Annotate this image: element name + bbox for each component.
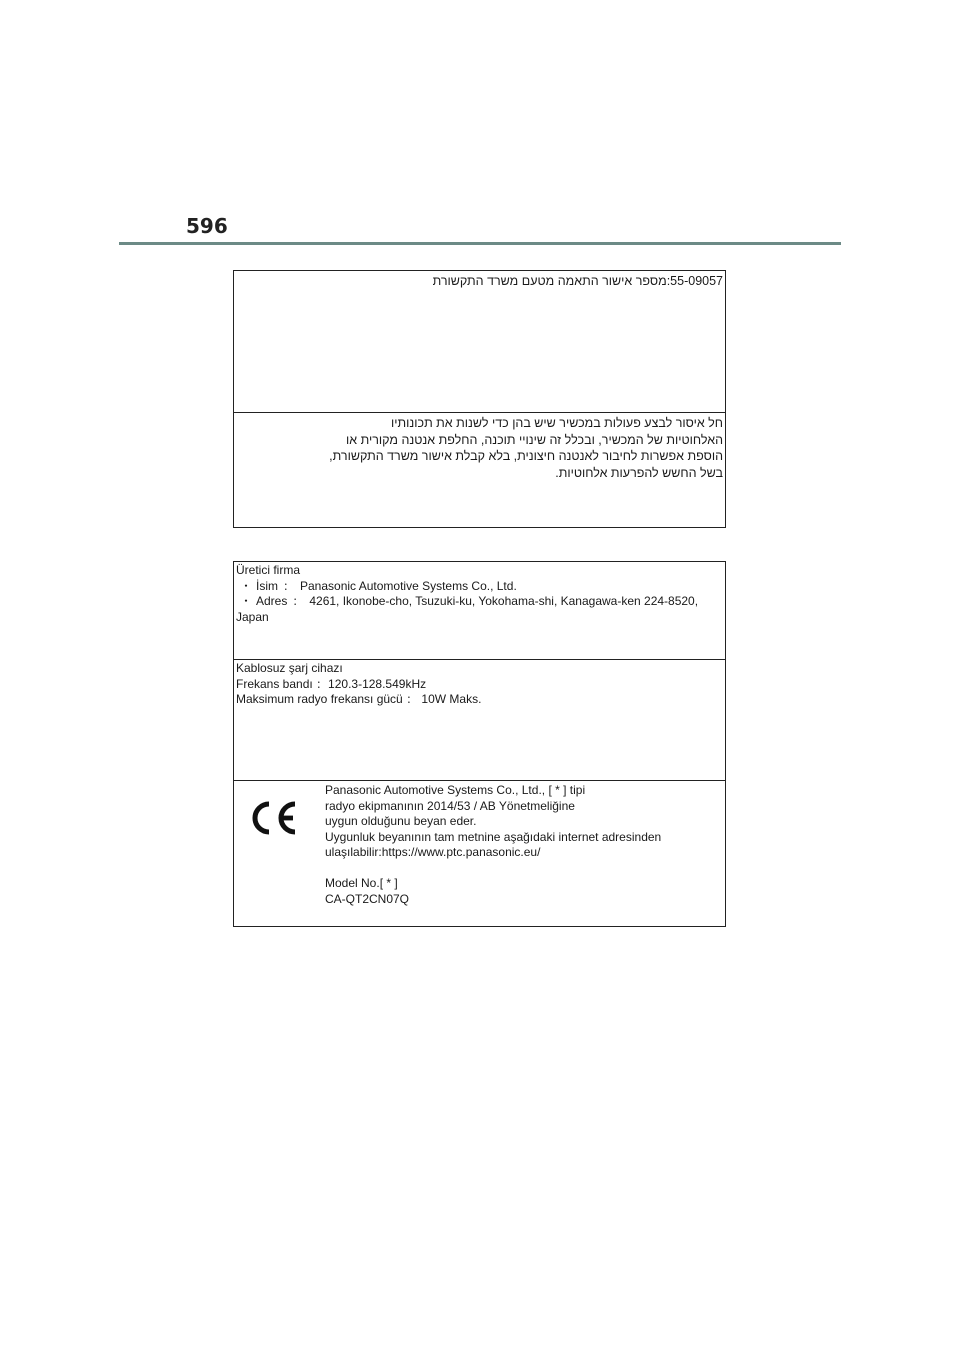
- declaration-line: radyo ekipmanının 2014/53 / AB Yönetmeliğine: [325, 798, 575, 813]
- modification-warning-cell: [234, 413, 725, 527]
- address-label: Adres: [256, 594, 288, 608]
- warning-line: האלחוטיות של המכשיר, ובכלל זה שינויי תוכנה, החלפת אנטנה מקורית או: [346, 432, 723, 447]
- warning-line: חל איסור לבצע פעולות במכשיר שיש בהן כדי לשנות את תכונותיו: [391, 416, 723, 430]
- spacer: [325, 861, 661, 877]
- device-cell: [234, 660, 725, 781]
- manufacturer-heading: Üretici firma: [236, 563, 301, 577]
- model-value: CA-QT2CN07Q: [325, 891, 410, 906]
- frequency-band: Frekans bandı ：120.3-128.549kHz: [236, 676, 427, 691]
- address-value: 4261, Ikonobe-cho, Tsuzuki-ku, Yokohama-shi, Kanagawa-ken 224-8520,: [309, 594, 699, 608]
- manufacturer-name-row: [236, 579, 723, 595]
- address-continuation: Japan: [236, 609, 269, 624]
- page-number: 596: [186, 214, 228, 238]
- max-rf-power: Maksimum radyo frekansı gücü ： 10W Maks.: [236, 692, 482, 706]
- declaration-line: Panasonic Automotive Systems Co., Ltd., [ * ] tipi: [325, 783, 586, 797]
- declaration-cell: [234, 781, 725, 926]
- warning-line: בשל החשש להפרעות אלחוטיות.: [555, 465, 723, 480]
- manufacturer-address-row: [236, 594, 723, 610]
- name-value: Panasonic Automotive Systems Co., Ltd.: [300, 578, 517, 593]
- header-rule: [119, 242, 841, 245]
- declaration-text: [325, 783, 661, 907]
- manufacturer-cell: [234, 562, 725, 660]
- hebrew-approval-box: [233, 270, 726, 528]
- approval-number-cell: [234, 271, 725, 413]
- declaration-line: Uygunluk beyanının tam metnine aşağıdaki internet adresinden: [325, 829, 662, 844]
- declaration-line: uygun olduğunu beyan eder.: [325, 814, 477, 828]
- ce-mark-icon: [248, 798, 298, 838]
- bullet: ・: [239, 594, 252, 608]
- bullet: ・: [239, 578, 252, 593]
- name-label: İsim: [256, 578, 278, 593]
- model-label: Model No.[ * ]: [325, 876, 398, 890]
- turkish-info-box: [233, 561, 726, 927]
- warning-line: הוספת אפשרות לחיבור לאנטנה חיצונית, בלא קבלת אישור משרד התקשורת,: [329, 449, 723, 463]
- device-heading: Kablosuz şarj cihazı: [236, 661, 343, 675]
- separator: ：: [282, 578, 295, 593]
- separator: ：: [292, 594, 305, 608]
- approval-number-text: 55-09057:מספר אישור התאמה מטעם משרד התקשורת: [432, 274, 723, 288]
- declaration-line: ulaşılabilir:https://www.ptc.panasonic.eu/: [325, 845, 541, 859]
